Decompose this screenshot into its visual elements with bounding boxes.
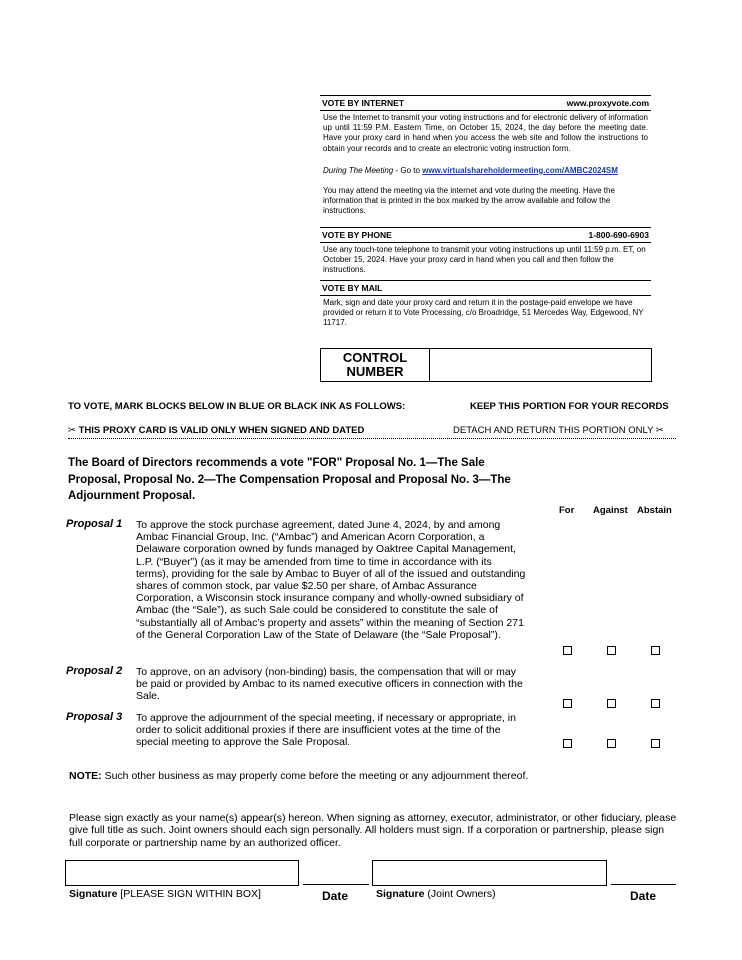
proposal-2-abstain-checkbox[interactable]: [651, 699, 660, 708]
proposal-1-label: Proposal 1: [66, 518, 123, 530]
detach-cut-line: [68, 438, 676, 439]
joint-signature-label: Signature (Joint Owners): [376, 888, 496, 900]
board-recommendation: The Board of Directors recommends a vote "FOR" Proposal No. 1—The Sale Proposal, Proposal No. 2—The Compensation Proposal and Proposal No. 3—The Adjournment Proposal.: [68, 457, 511, 502]
vote-by-phone-section: [320, 227, 651, 278]
proposal-1-abstain-checkbox[interactable]: [651, 646, 660, 655]
control-number-box: [320, 348, 652, 382]
proposal-3-abstain-checkbox[interactable]: [651, 739, 660, 748]
vote-by-mail-section: [320, 280, 651, 331]
vote-by-internet-text: Use the Internet to transmit your voting instructions and for electronic delivery of information up until 11:59 P.M. Eastern Time, on October 15, 2024, the day before the meeting date. Have your proxy card in hand when you access the web site and follow the instructions to obtain your records and to create an electronic voting instruction form.: [323, 113, 648, 153]
vote-by-mail-title: VOTE BY MAIL: [322, 283, 383, 293]
detach-instructions: DETACH AND RETURN THIS PORTION ONLY ✂: [453, 425, 664, 436]
valid-when-signed-line: ✂ THIS PROXY CARD IS VALID ONLY WHEN SIGNED AND DATED: [68, 425, 365, 436]
vote-by-phone-header: [320, 227, 651, 243]
note-label: NOTE:: [69, 770, 102, 782]
phone-number: 1-800-690-6903: [588, 230, 649, 240]
signature-label: Signature [PLEASE SIGN WITHIN BOX]: [69, 888, 261, 900]
sign-instructions: Please sign exactly as your name(s) appear(s) hereon. When signing as attorney, executor, administrator, or other fiduciary, please give full title as such. Joint owners should each sign personally. All holders must sign. If a corporation or partnership, please sign full corporate or partnership name by an authorized officer.: [69, 812, 677, 849]
proposal-1-for-checkbox[interactable]: [563, 646, 572, 655]
note-text: Such other business as may properly come before the meeting or any adjournment thereof.: [101, 770, 529, 782]
column-against: Against: [593, 505, 628, 516]
proposal-3-for-checkbox[interactable]: [563, 739, 572, 748]
vote-by-internet-section: [320, 95, 651, 219]
proposal-1-against-checkbox[interactable]: [607, 646, 616, 655]
proposal-3-label: Proposal 3: [66, 711, 123, 723]
joint-signature-box[interactable]: [372, 860, 607, 886]
proposal-2-label: Proposal 2: [66, 665, 123, 677]
vote-by-internet-header: [320, 95, 651, 111]
attend-meeting-text: You may attend the meeting via the internet and vote during the meeting. Have the information that is printed in the box marked by the arrow available and follow the instructions.: [323, 186, 615, 216]
proposal-3-against-checkbox[interactable]: [607, 739, 616, 748]
proposal-2-for-checkbox[interactable]: [563, 699, 572, 708]
proposal-2-against-checkbox[interactable]: [607, 699, 616, 708]
proxyvote-url[interactable]: www.proxyvote.com: [566, 98, 649, 108]
vote-by-internet-title: VOTE BY INTERNET: [322, 98, 405, 108]
date-line-2[interactable]: [611, 884, 676, 885]
keep-portion-label: KEEP THIS PORTION FOR YOUR RECORDS: [470, 401, 669, 412]
mark-instructions: TO VOTE, MARK BLOCKS BELOW IN BLUE OR BLACK INK AS FOLLOWS:: [68, 401, 406, 412]
virtual-meeting-link[interactable]: www.virtualshareholdermeeting.com/AMBC2024SM: [422, 165, 618, 175]
column-abstain: Abstain: [637, 505, 672, 516]
note-line: [69, 770, 528, 782]
date-label-2: Date: [630, 889, 657, 903]
date-line-1[interactable]: [303, 884, 369, 885]
control-number-value: [430, 349, 651, 381]
vote-by-phone-text: Use any touch-tone telephone to transmit your voting instructions up until 11:59 p.m. ET, on October 15, 2024. Have your proxy card in hand when you call and then follow the instructions.: [323, 245, 646, 275]
during-meeting-line: During The Meeting - Go to www.virtualshareholdermeeting.com/AMBC2024SM: [323, 165, 618, 175]
vote-by-mail-header: [320, 280, 651, 296]
proposal-3-text: To approve the adjournment of the special meeting, if necessary or appropriate, in order to solicit additional proxies if there are insufficient votes at the time of the special meeting to approve the Sale Proposal.: [136, 712, 516, 749]
scissors-icon: ✂: [68, 425, 76, 436]
vote-by-mail-text: Mark, sign and date your proxy card and return it in the postage-paid envelope we have provided or return it to Vote Processing, c/o Broadridge, 51 Mercedes Way, Edgewood, NY 11717.: [323, 298, 644, 328]
proposal-2-text: To approve, on an advisory (non-binding) basis, the compensation that will or may be paid or provided by Ambac to its named executive officers in connection with the Sale.: [136, 666, 523, 703]
scissors-icon: ✂: [655, 425, 664, 436]
vote-by-phone-title: VOTE BY PHONE: [322, 230, 392, 240]
date-label-1: Date: [322, 889, 349, 903]
control-number-label: CONTROL NUMBER: [321, 349, 430, 381]
during-meeting-label: During The Meeting: [323, 165, 394, 175]
proposal-1-text: To approve the stock purchase agreement, dated June 4, 2024, by and among Ambac Financial Group, Inc. (“Ambac”) and American Acorn Corporation, a Delaware corporation owned by funds managed by Oaktree Capital Management, L.P. (“Buyer”) (as it may be amended from time to time in accordance with its terms), providing for the sale by Ambac to Buyer of all of the issued and outstanding shares of common stock, par value $2.50 per share, of Ambac Assurance Corporation, a Wisconsin stock insurance company and wholly-owned subsidiary of Ambac (the “Sale”), as such Sale could be considered to constitute the sale of “substantially all of Ambac’s property and assets” within the meaning of Section 271 of the General Corporation Law of the State of Delaware (the “Sale Proposal”).: [136, 519, 526, 641]
column-for: For: [559, 505, 575, 516]
signature-box[interactable]: [65, 860, 299, 886]
